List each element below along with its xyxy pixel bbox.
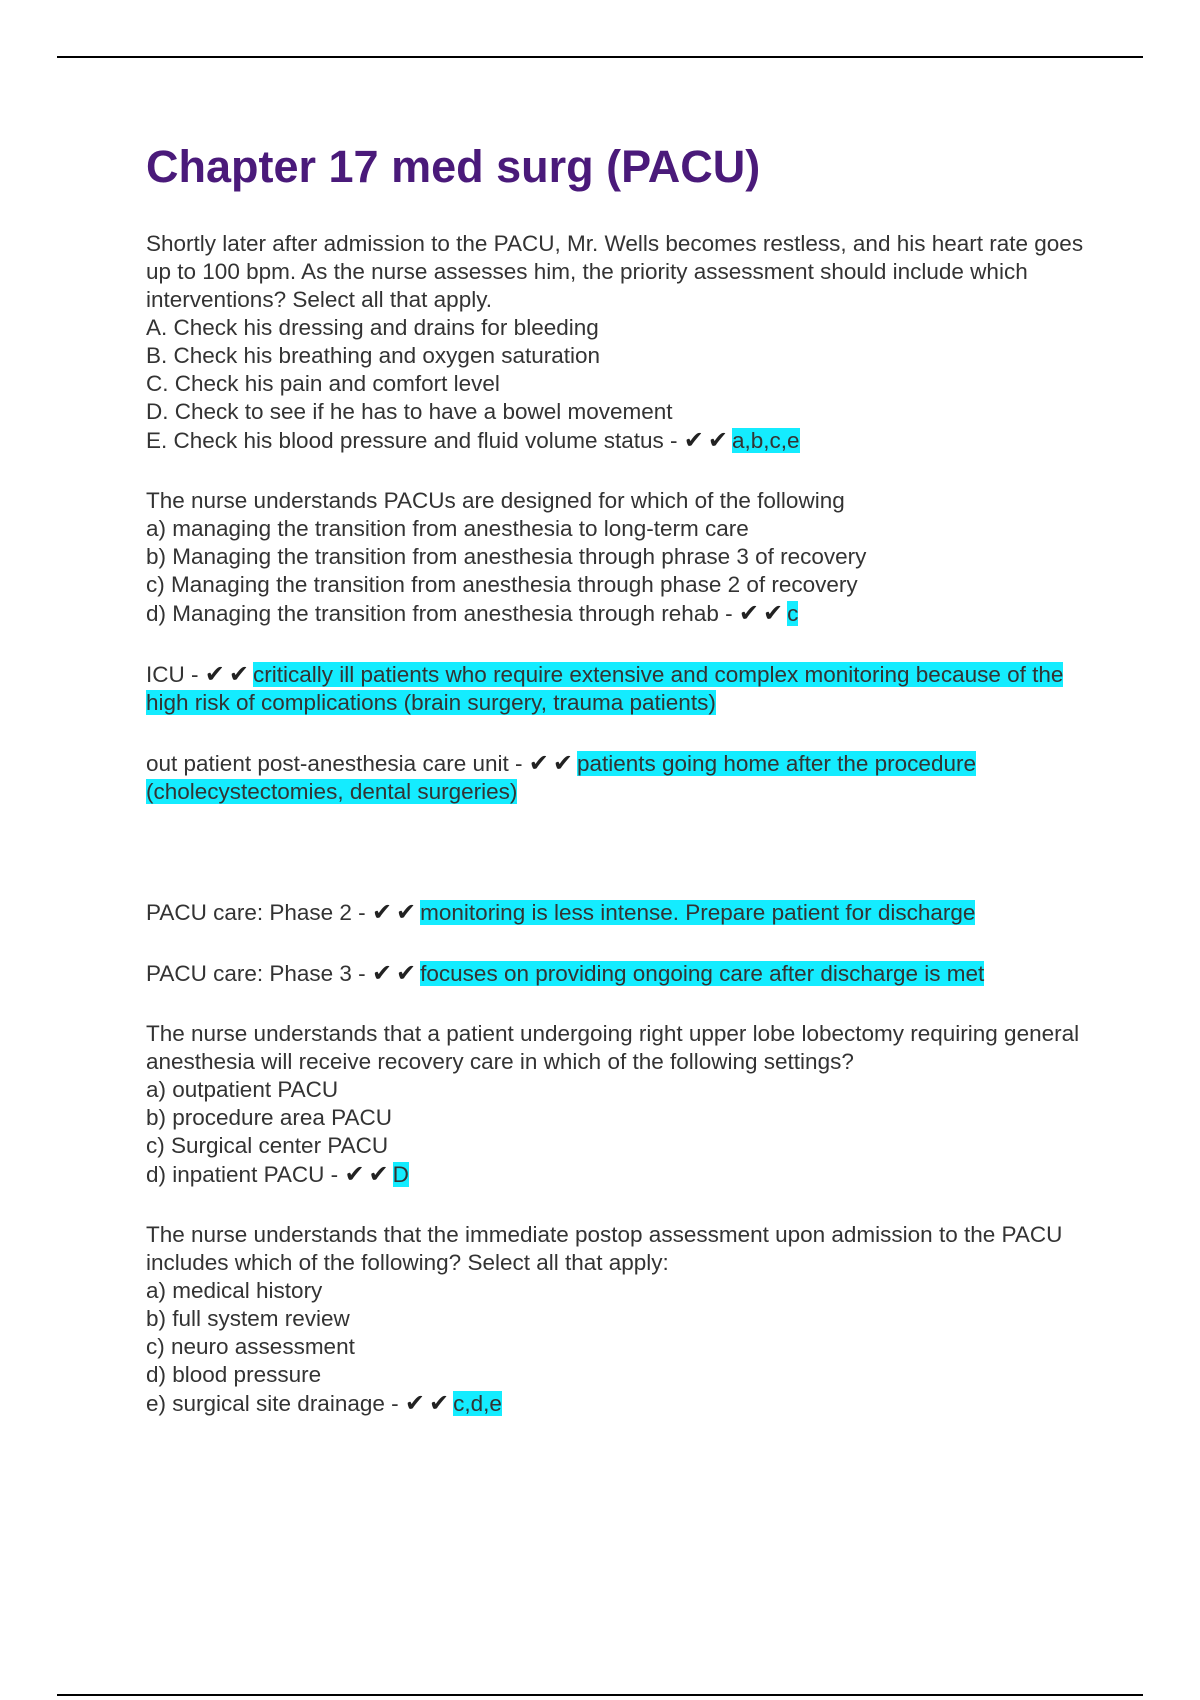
top-rule <box>57 56 1143 58</box>
answer-option: d) Managing the transition from anesthesia through rehab - <box>146 601 733 626</box>
highlighted-answer: c,d,e <box>453 1391 502 1416</box>
bottom-rule <box>57 1694 1143 1696</box>
answer-option: b) full system review <box>146 1306 350 1331</box>
flashcard <box>146 1221 1086 1418</box>
answer-option: c) neuro assessment <box>146 1334 355 1359</box>
double-checkmark-icon: ✔✔ <box>404 1389 454 1417</box>
question-text: The nurse understands PACUs are designed for which of the following <box>146 488 845 513</box>
flashcard <box>146 898 1086 927</box>
highlighted-answer: focuses on providing ongoing care after discharge is met <box>420 961 985 986</box>
answer-option: d) blood pressure <box>146 1362 322 1387</box>
question-text: Shortly later after admission to the PACU, Mr. Wells becomes restless, and his heart rate goes up to 100 bpm. As the nurse assesses him, the priority assessment should include which interventions? Select all that apply. <box>146 231 1084 312</box>
highlighted-answer: monitoring is less intense. Prepare patient for discharge <box>420 900 976 925</box>
answer-option: a) managing the transition from anesthesia to long-term care <box>146 516 749 541</box>
question-text: The nurse understands that the immediate postop assessment upon admission to the PACU includes which of the following? Select all that apply: <box>146 1222 1063 1275</box>
question-prompt <box>146 1221 1086 1277</box>
answer-option: b) procedure area PACU <box>146 1105 392 1130</box>
highlighted-answer: c <box>787 601 799 626</box>
answer-option: a) outpatient PACU <box>146 1077 339 1102</box>
answer-option: b) Managing the transition from anesthesia through phrase 3 of recovery <box>146 544 867 569</box>
flashcard <box>146 959 1086 988</box>
question-prompt <box>146 230 1086 314</box>
answer-option: c) Surgical center PACU <box>146 1133 389 1158</box>
answer-option: C. Check his pain and comfort level <box>146 371 500 396</box>
flashcard <box>146 1020 1086 1189</box>
highlighted-answer: critically ill patients who require extensive and complex monitoring because of the high risk of complications (brain surgery, trauma patients) <box>146 662 1064 715</box>
page-title: Chapter 17 med surg (PACU) <box>146 141 761 192</box>
term-text: ICU - <box>146 662 199 687</box>
term-text: PACU care: Phase 3 - <box>146 961 366 986</box>
double-checkmark-icon: ✔✔ <box>738 599 788 627</box>
question-prompt <box>146 1020 1086 1076</box>
answer-option: c) Managing the transition from anesthesia through phase 2 of recovery <box>146 572 858 597</box>
answer-option: d) inpatient PACU - <box>146 1162 339 1187</box>
answer-option: a) medical history <box>146 1278 323 1303</box>
flashcard <box>146 487 1086 628</box>
double-checkmark-icon: ✔✔ <box>683 426 733 454</box>
question-prompt <box>146 487 1086 515</box>
answer-option: D. Check to see if he has to have a bowel movement <box>146 399 673 424</box>
highlighted-answer: D <box>392 1162 409 1187</box>
term-text: PACU care: Phase 2 - <box>146 900 366 925</box>
double-checkmark-icon: ✔✔ <box>528 749 577 777</box>
double-checkmark-icon: ✔✔ <box>204 660 253 688</box>
term-text: out patient post-anesthesia care unit - <box>146 751 523 776</box>
question-text: The nurse understands that a patient undergoing right upper lobe lobectomy requiring general anesthesia will receive recovery care in which of the following settings? <box>146 1021 1080 1074</box>
answer-option: A. Check his dressing and drains for bleeding <box>146 315 599 340</box>
flashcard <box>146 230 1086 455</box>
double-checkmark-icon: ✔✔ <box>371 959 421 987</box>
flashcard <box>146 749 1086 806</box>
answer-option: B. Check his breathing and oxygen saturation <box>146 343 601 368</box>
document-content <box>146 140 1086 1450</box>
double-checkmark-icon: ✔✔ <box>344 1160 393 1188</box>
answer-option: E. Check his blood pressure and fluid volume status - <box>146 428 678 453</box>
highlighted-answer: patients going home after the procedure (cholecystectomies, dental surgeries) <box>146 751 976 804</box>
answer-option: e) surgical site drainage - <box>146 1391 399 1416</box>
highlighted-answer: a,b,c,e <box>732 428 800 453</box>
double-checkmark-icon: ✔✔ <box>371 898 421 926</box>
flashcard <box>146 660 1086 717</box>
